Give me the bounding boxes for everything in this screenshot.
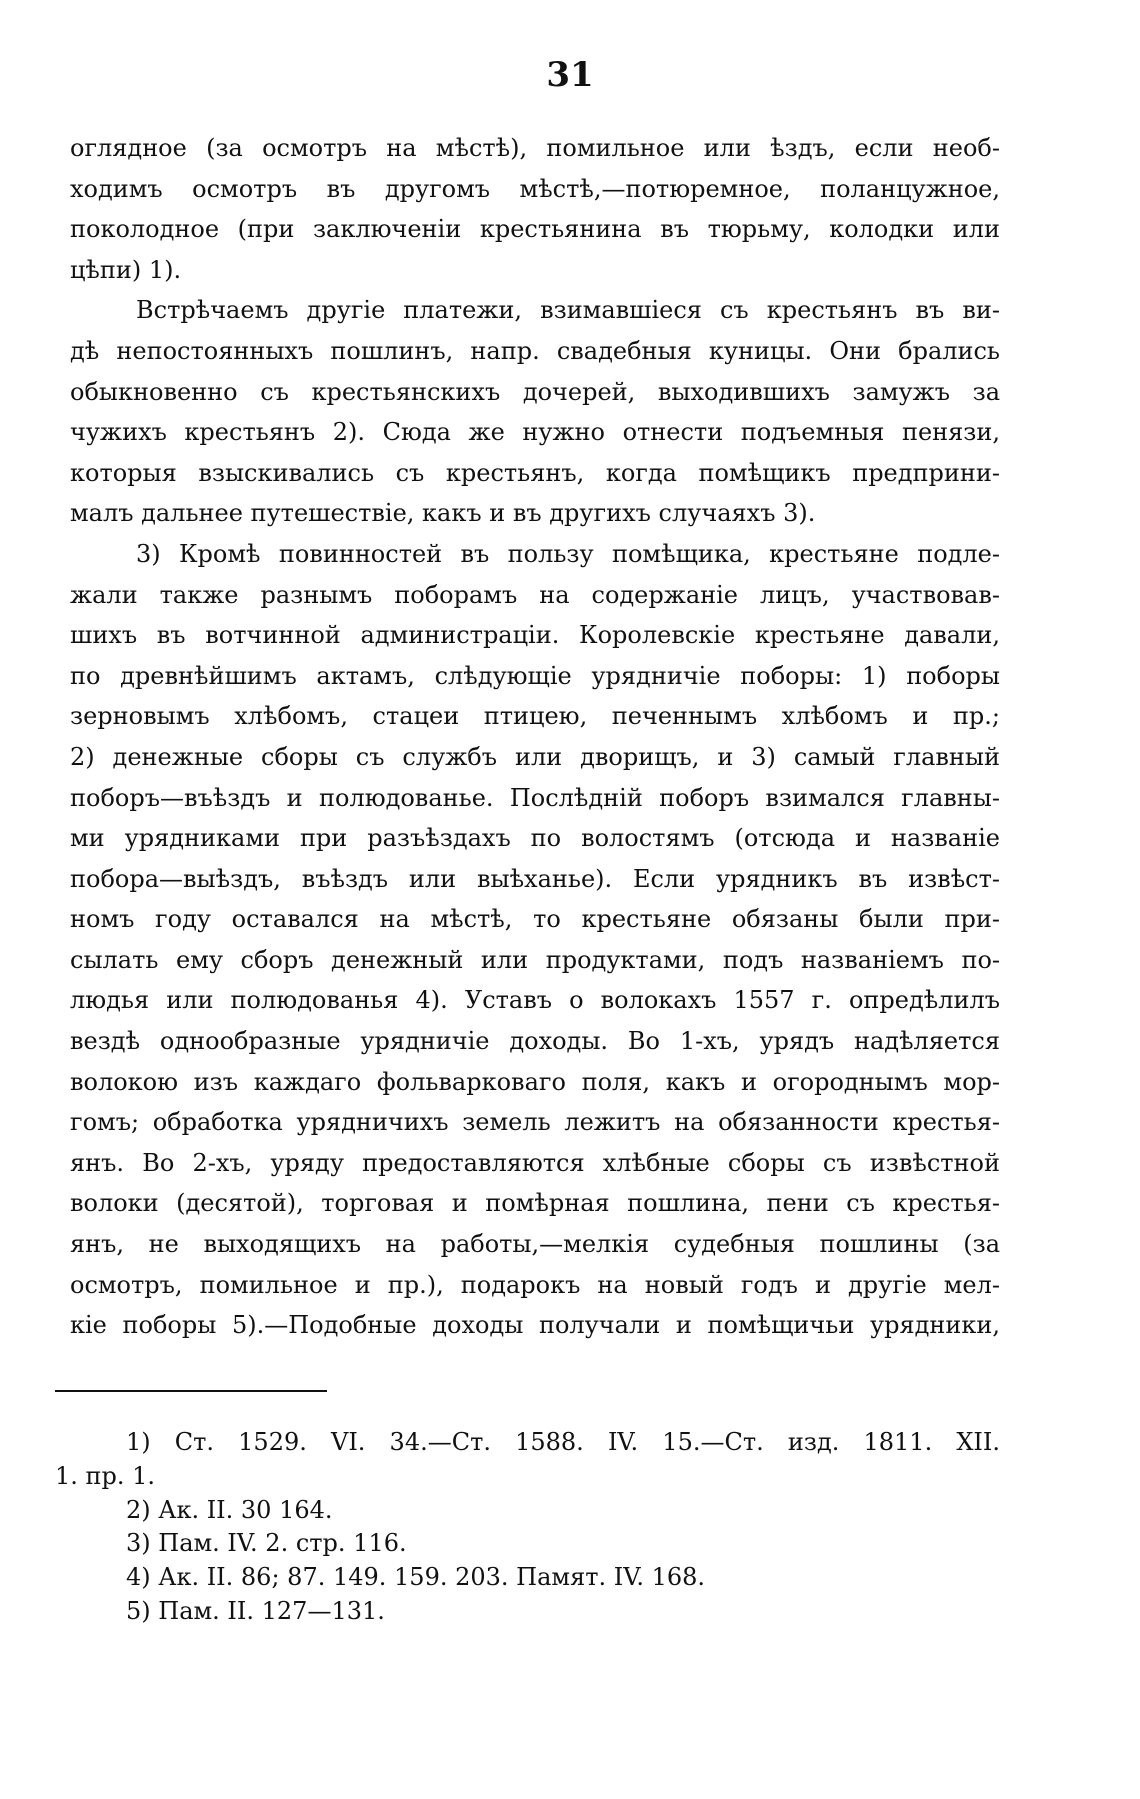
text-line: по древнѣйшимъ актамъ, слѣдующіе урядничіе поборы: 1) поборы (70, 661, 1000, 690)
text-line: вездѣ однообразные урядничіе доходы. Во 1-хъ, урядъ надѣляется (70, 1027, 1000, 1056)
text-line: 3) Кромѣ повинностей въ пользу помѣщика, крестьяне подле- (136, 539, 1000, 568)
text-line: 2) денежные сборы съ службъ или дворищъ, и 3) самый главный (70, 742, 1000, 771)
text-line: поколодное (при заключеніи крестьянина въ тюрьму, колодки или (70, 215, 1000, 244)
text-line: янъ. Во 2-хъ, уряду предоставляются хлѣбные сборы съ извѣстной (70, 1148, 1000, 1177)
footnotes (55, 1426, 1000, 1629)
text-line: янъ, не выходящихъ на работы,—мелкія судебныя пошлины (за (70, 1230, 1000, 1259)
text-line: волоки (десятой), торговая и помѣрная пошлина, пени съ крестья- (70, 1189, 1000, 1218)
text-line: жали также разнымъ поборамъ на содержаніе лицъ, участвовав- (70, 580, 1000, 609)
text-line: поборъ—въѣздъ и полюдованье. Послѣдній поборъ взимался главны- (70, 783, 1000, 812)
text-line: чужихъ крестьянъ 2). Сюда же нужно отнести подъемныя пенязи, (70, 418, 1000, 447)
text-line: сылать ему сборъ денежный или продуктами, подъ названіемъ по- (70, 945, 1000, 974)
text-line: гомъ; обработка урядничихъ земель лежитъ на обязанности крестья- (70, 1108, 1000, 1137)
page-number: 31 (546, 55, 594, 95)
footnote-divider (55, 1390, 327, 1392)
text-line: ми урядниками при разъѣздахъ по волостямъ (отсюда и названіе (70, 824, 1000, 853)
text-line: зерновымъ хлѣбомъ, стацеи птицею, печеннымъ хлѣбомъ и пр.; (70, 702, 1000, 731)
text-line: кіе поборы 5).—Подобные доходы получали и помѣщичьи урядники, (70, 1311, 1000, 1340)
text-line: шихъ въ вотчинной администраціи. Королевскіе крестьяне давали, (70, 621, 1000, 650)
footnote: 4) Ак. II. 86; 87. 149. 159. 203. Памят. IV. 168. (126, 1563, 706, 1592)
text-line: цѣпи) 1). (70, 255, 182, 284)
text-line: ходимъ осмотръ въ другомъ мѣстѣ,—потюремное, поланцужное, (70, 174, 1000, 203)
text-line: малъ дальнее путешествіе, какъ и въ другихъ случаяхъ 3). (70, 499, 816, 528)
footnote: 1. пр. 1. (55, 1461, 156, 1490)
footnote: 1) Ст. 1529. VI. 34.—Ст. 1588. IV. 15.—Ст. изд. 1811. XII. (126, 1428, 1000, 1456)
text-line: которыя взыскивались съ крестьянъ, когда помѣщикъ предприни- (70, 458, 1000, 487)
text-line: волокою изъ каждаго фольварковаго поля, какъ и огороднымъ мор- (70, 1067, 1000, 1096)
footnote: 3) Пам. IV. 2. стр. 116. (126, 1529, 407, 1558)
footnote: 2) Ак. II. 30 164. (126, 1495, 333, 1524)
footnote: 5) Пам. II. 127—131. (126, 1596, 385, 1625)
text-line: побора—выѣздъ, въѣздъ или выѣханье). Если урядникъ въ извѣст- (70, 864, 1000, 893)
body-text (70, 128, 1000, 1346)
text-line: людья или полюдованья 4). Уставъ о волокахъ 1557 г. опредѣлилъ (70, 986, 1000, 1015)
text-line: осмотръ, помильное и пр.), подарокъ на новый годъ и другіе мел- (70, 1270, 1000, 1299)
text-line: Встрѣчаемъ другіе платежи, взимавшіеся съ крестьянъ въ ви- (136, 296, 1000, 325)
text-line: обыкновенно съ крестьянскихъ дочерей, выходившихъ замужъ за (70, 377, 1000, 406)
text-line: дѣ непостоянныхъ пошлинъ, напр. свадебныя куницы. Они брались (70, 336, 1000, 365)
text-line: оглядное (за осмотръ на мѣстѣ), помильное или ѣздъ, если необ- (70, 134, 1000, 162)
text-line: номъ году оставался на мѣстѣ, то крестьяне обязаны были при- (70, 905, 1000, 934)
